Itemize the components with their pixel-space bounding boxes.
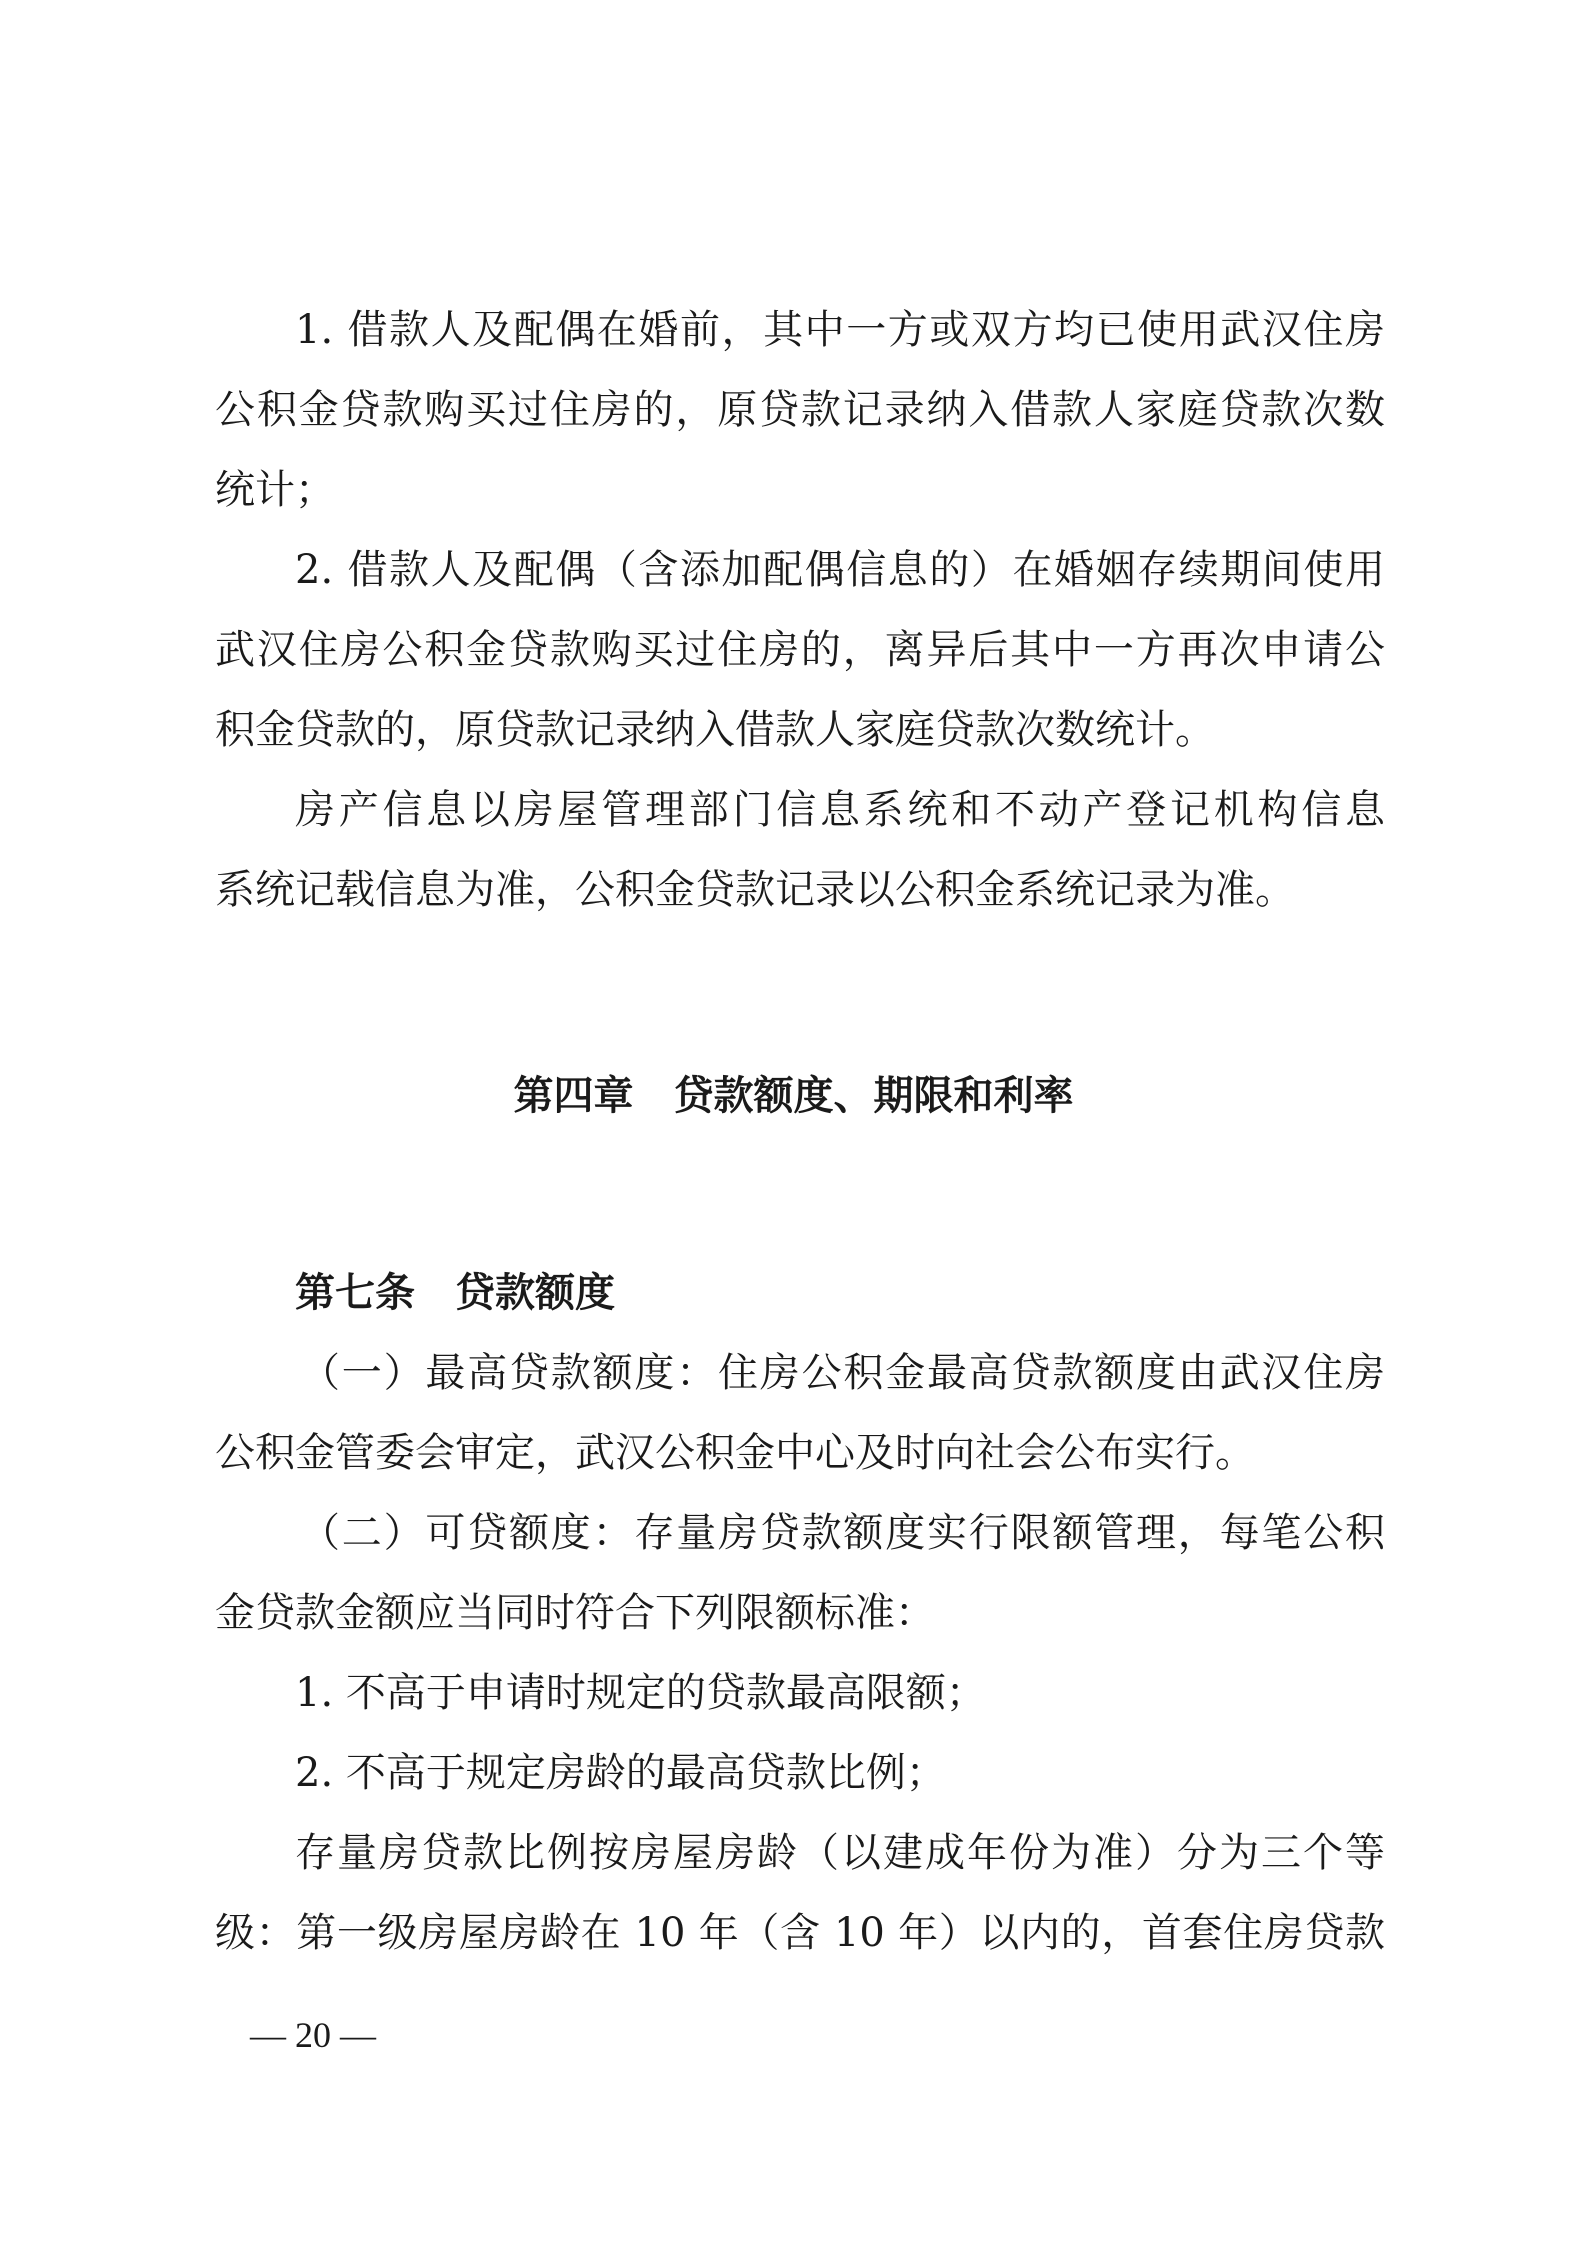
paragraph-line: 系统记载信息为准，公积金贷款记录以公积金系统记录为准。 <box>215 867 1295 913</box>
list-item: 2. 不高于规定房龄的最高贷款比例； <box>295 1750 946 1796</box>
paragraph-line: 级：第一级房屋房龄在 10 年（含 10 年）以内的，首套住房贷款 <box>215 1910 1385 1956</box>
paragraph-line: 1. 借款人及配偶在婚前，其中一方或双方均已使用武汉住房 <box>295 307 1385 353</box>
paragraph-line: 房产信息以房屋管理部门信息系统和不动产登记机构信息 <box>295 787 1385 833</box>
page-number: — 20 — <box>250 2015 376 2055</box>
paragraph-line: 2. 借款人及配偶（含添加配偶信息的）在婚姻存续期间使用 <box>295 547 1385 593</box>
paragraph-line: （二）可贷额度：存量房贷款额度实行限额管理，每笔公积 <box>300 1510 1385 1556</box>
paragraph-line: 公积金贷款购买过住房的，原贷款记录纳入借款人家庭贷款次数 <box>215 387 1385 433</box>
paragraph-line: 公积金管委会审定，武汉公积金中心及时向社会公布实行。 <box>215 1430 1255 1476</box>
article-heading: 第七条 贷款额度 <box>295 1270 615 1316</box>
paragraph-line: 积金贷款的，原贷款记录纳入借款人家庭贷款次数统计。 <box>215 707 1215 753</box>
paragraph-line: 金贷款金额应当同时符合下列限额标准： <box>215 1590 935 1636</box>
paragraph-line: 武汉住房公积金贷款购买过住房的，离异后其中一方再次申请公 <box>215 627 1385 673</box>
list-item: 1. 不高于申请时规定的贷款最高限额； <box>295 1670 986 1716</box>
paragraph-line: （一）最高贷款额度：住房公积金最高贷款额度由武汉住房 <box>300 1350 1385 1396</box>
paragraph-line: 存量房贷款比例按房屋房龄（以建成年份为准）分为三个等 <box>295 1830 1385 1876</box>
chapter-heading: 第四章 贷款额度、期限和利率 <box>513 1073 1074 1119</box>
paragraph-line: 统计； <box>215 467 335 513</box>
